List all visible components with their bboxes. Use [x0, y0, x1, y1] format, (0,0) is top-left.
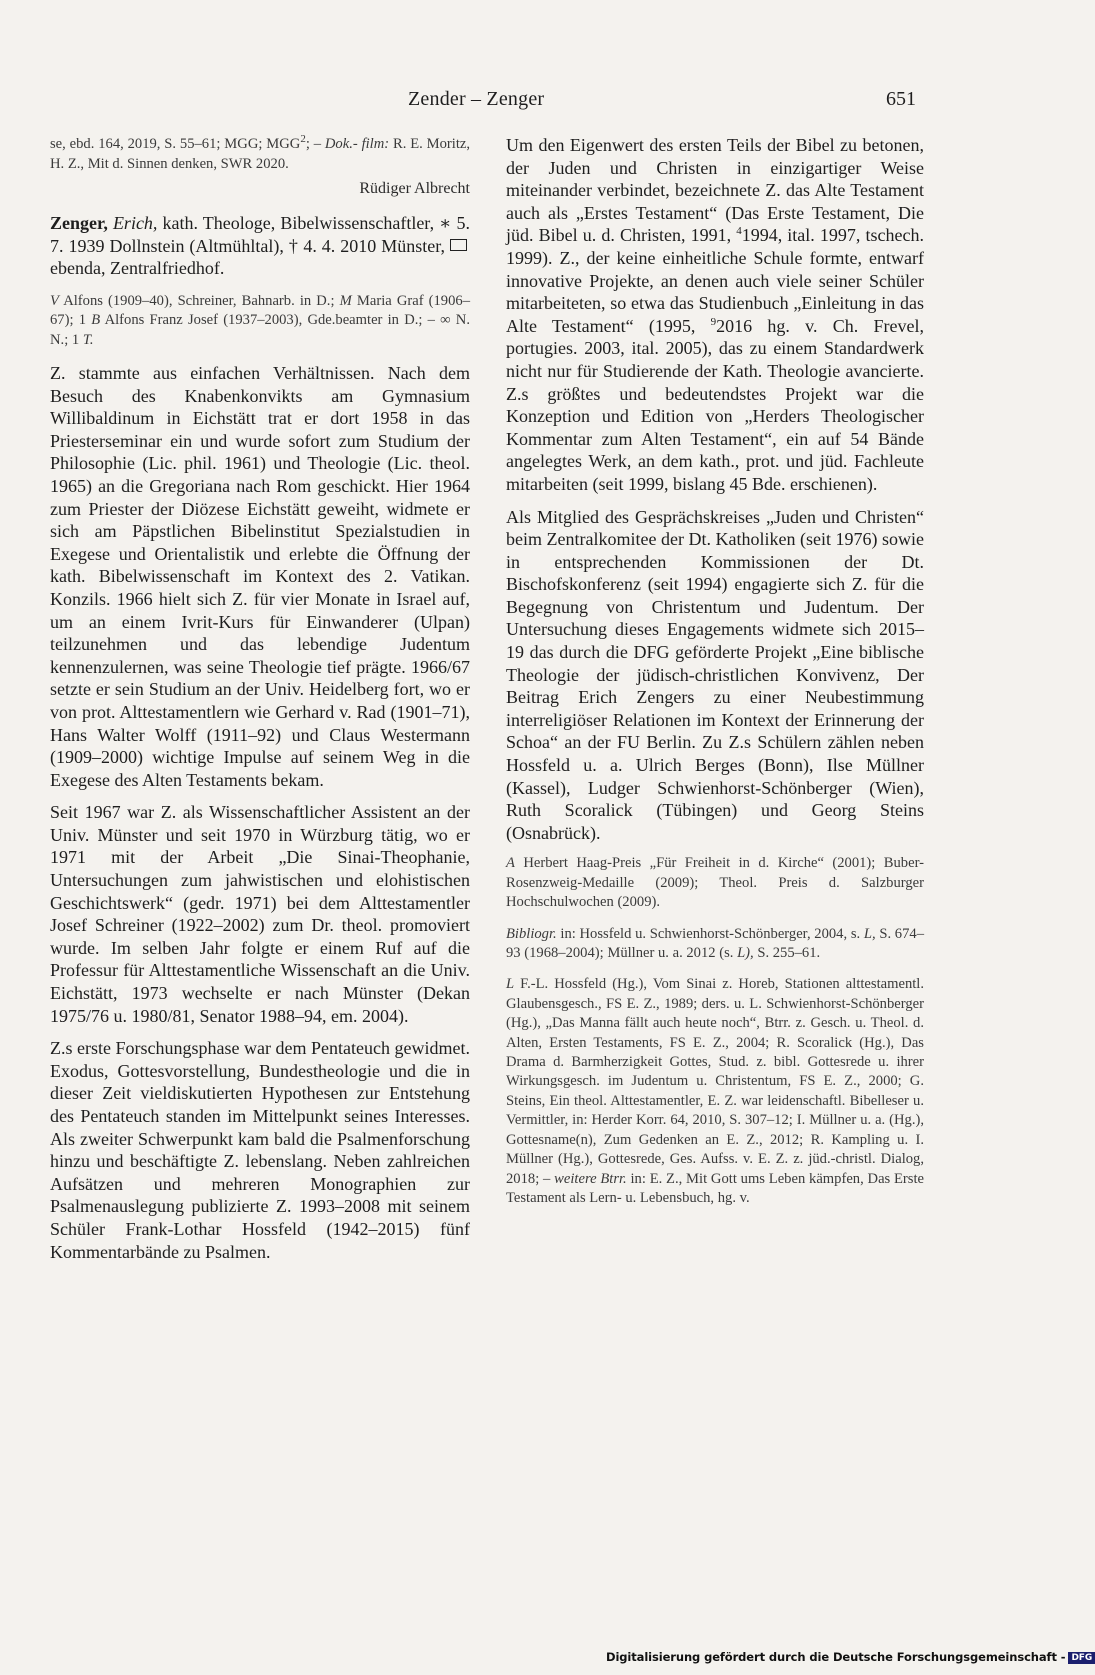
paragraph: Z. stammte aus einfachen Verhältnissen. Nach dem Besuch des Knabenkonvikts am Gymnasium Willibaldinum in Eichstätt trat er dort 1958 in das Priesterseminar ein und wurde sofort zum Studium der Philosophie (Lic. phil. 1961) und Theologie (Lic. theol. 1965) an die Gregoriana nach Rom geschickt. Hier 1964 zum Priester der Diözese Eichstätt geweiht, widmete er sich am Päpstlichen Bibelinstitut Spezialstudien in Exegese und Orientalistik und erlebte die Öffnung der kath. Bibelwissenschaft im Kontext des 2. Vatikan. Konzils. 1966 hielt sich Z. für vier Monate in Israel auf, um an einem Ivrit-Kurs für Einwanderer (Ulpan) teilzunehmen und das lebendige Judentum kennenzulernen, was seine Theologie tief prägte. 1966/67 setzte er sein Studium an der Univ. Heidelberg fort, wo er von prot. Alttestamentlern wie Gerhard v. Rad (1901–71), Hans Walter Wolff (1911–92) und Claus Westermann (1909–2000) wichtige Impulse auf seinem Weg in die Exegese des Alten Testaments bekam.	[50, 363, 470, 790]
bibliography: Bibliogr. in: Hossfeld u. Schwienhorst-Schönberger, 2004, s. L, S. 674–93 (1968–2004); Müllner u. a. 2012 (s. L), S. 255–61.	[506, 925, 924, 962]
running-title: Zender – Zenger	[408, 88, 545, 110]
genealogy: V Alfons (1909–40), Schreiner, Bahnarb. in D.; M Maria Graf (1906–67); 1 B Alfons Franz Josef (1937–2003), Gde.beamter in D.; – ∞ N. N.; 1 T.	[50, 292, 470, 348]
paragraph: Um den Eigenwert des ersten Teils der Bibel zu betonen, der Juden und Christen in einzigartiger Weise miteinander verbindet, bezeichnete Z. das Alte Testament auch als „Erstes Testament“ (Das Erste Testament, Die jüd. Bibel u. d. Christen, 1991, $^4$1994, ital. 1997, tschech. 1999). Z., der keine einheitliche Schule formte, entwarf innovative Projekte, an denen auch viele seiner Schüler mitarbeiteten, so etwa das Studienbuch „Einleitung in das Alte Testament“ (1995, $^9$2016 hg. v. Ch. Frevel, portugies. 2003, ital. 2005), das zu einem Standardwerk nicht nur für Studierende der Kath. Theologie avancierte. Z.s größtes und bedeutendstes Projekt war die Konzeption und Edition von „Herders Theologischer Kommentar zum Alten Testament“, ein auf 54 Bände angelegtes Werk, an dem kath., prot. und jüd. Fachleute mitarbeiten (seit 1999, bislang 45 Bde. erschienen).	[506, 135, 924, 494]
left-column	[50, 134, 470, 1273]
right-column	[506, 134, 924, 1220]
literature: L F.-L. Hossfeld (Hg.), Vom Sinai z. Horeb, Stationen alttestamentl. Glaubensgesch., FS E. Z., 1989; ders. u. L. Schwienhorst-Schönberger (Hg.), „Das Manna fällt auch heute noch“, Btrr. z. Gesch. u. Theol. d. Alten, Ersten Testaments, FS E. Z., 2004; R. Scoralick (Hg.), Das Drama d. Barmherzigkeit Gottes, Stud. z. bibl. Gottesrede u. ihrer Wirkungsgesch. im Judentum u. Christentum, FS E. Z., 2000; G. Steins, Ein theol. Alttestamentler, E. Z. war leidenschaftl. Bibelleser u. Vermittler, in: Herder Korr. 64, 2010, S. 307–12; I. Müllner u. a. (Hg.), Gottesname(n), Zum Gedenken an E. Z., 2012; R. Kampling u. I. Müllner (Hg.), Gottesrede, Ges. Aufss. v. E. Z. z. jüd.-christl. Dialog, 2018; – weitere Btrr. in: E. Z., Mit Gott ums Leben kämpfen, Das Erste Testament als Lern- u. Lebensbuch, hg. v.	[506, 976, 925, 1206]
page-number: 651	[886, 88, 916, 110]
digitization-footer: Digitalisierung gefördert durch die Deutsche Forschungsgemeinschaft - DFG	[606, 1650, 1095, 1666]
running-head	[0, 88, 1000, 116]
entry-forename: Erich,	[112, 213, 158, 233]
previous-entry-end: se, ebd. 164, 2019, S. 55–61; MGG; MGG$^2$; – Dok.- film: R. E. Moritz, H. Z., Mit d. Sinnen denken, SWR 2020.	[50, 133, 471, 172]
entry-heading: Zenger, Erich, kath. Theologe, Bibelwissenschaftler, ∗ 5. 7. 1939 Dollnstein (Altmühltal), † 4. 4. 2010 Münster, ebenda, Zentralfriedhof.	[50, 213, 470, 279]
entry-surname: Zenger,	[50, 213, 108, 233]
grave-icon	[450, 239, 467, 251]
dfg-logo: DFG	[1068, 1652, 1095, 1664]
paragraph: Z.s erste Forschungsphase war dem Pentateuch gewidmet. Exodus, Gottesvorstellung, Bundestheologie und die in dieser Zeit vieldiskutierten Hypothesen zur Entstehung des Pentateuch standen im Mittelpunkt seines Interesses. Als zweiter Schwerpunkt kam bald die Psalmenforschung hinzu und beschäftigte Z. lebenslang. Neben zahlreichen Aufsätzen und mehreren Monographien zur Psalmenauslegung publizierte Z. 1993–2008 mit seinem Schüler Frank-Lothar Hossfeld (1942–2015) fünf Kommentarbände zu Psalmen.	[50, 1038, 470, 1262]
previous-entry-author: Rüdiger Albrecht	[359, 180, 470, 197]
paragraph: Als Mitglied des Gesprächskreises „Juden und Christen“ beim Zentralkomitee der Dt. Katholiken (seit 1976) sowie in entsprechenden Kommissionen der Dt. Bischofskonferenz (seit 1994) engagierte sich Z. für die Begegnung von Christentum und Judentum. Der Untersuchung dieses Engagements widmete sich 2015–19 das durch die DFG geförderte Projekt „Eine biblische Theologie der jüdisch-christlichen Konvivenz, Der Beitrag Erich Zengers zu einer Neubestimmung interreligiöser Relationen im Kontext der Erinnerung der Schoa“ an der FU Berlin. Zu Z.s Schülern zählen neben Hossfeld u. a. Ulrich Berges (Bonn), Ilse Müllner (Kassel), Ludger Schwienhorst-Schönberger (Wien), Ruth Scoralick (Tübingen) und Georg Steins (Osnabrück).	[506, 506, 924, 843]
paragraph: Seit 1967 war Z. als Wissenschaftlicher Assistent an der Univ. Münster und seit 1970 in Würzburg tätig, wo er 1971 mit der Arbeit „Die Sinai-Theophanie, Untersuchungen zum jahwistischen und elohistischen Geschichtswerk“ (gedr. 1971) bei dem Alttestamentler Josef Schreiner (1922–2002) zum Dr. theol. promoviert wurde. Im selben Jahr folgte er einem Ruf auf die Professur für Alttestamentliche Wissenschaft an die Univ. Eichstätt, 1973 wechselte er nach Münster (Dekan 1975/76 u. 1980/81, Senator 1988–94, em. 2004).	[50, 802, 470, 1026]
awards: A Herbert Haag-Preis „Für Freiheit in d. Kirche“ (2001); Buber-Rosenzweig-Medaille (2009); Theol. Preis d. Salzburger Hochschulwochen (2009).	[506, 855, 924, 911]
